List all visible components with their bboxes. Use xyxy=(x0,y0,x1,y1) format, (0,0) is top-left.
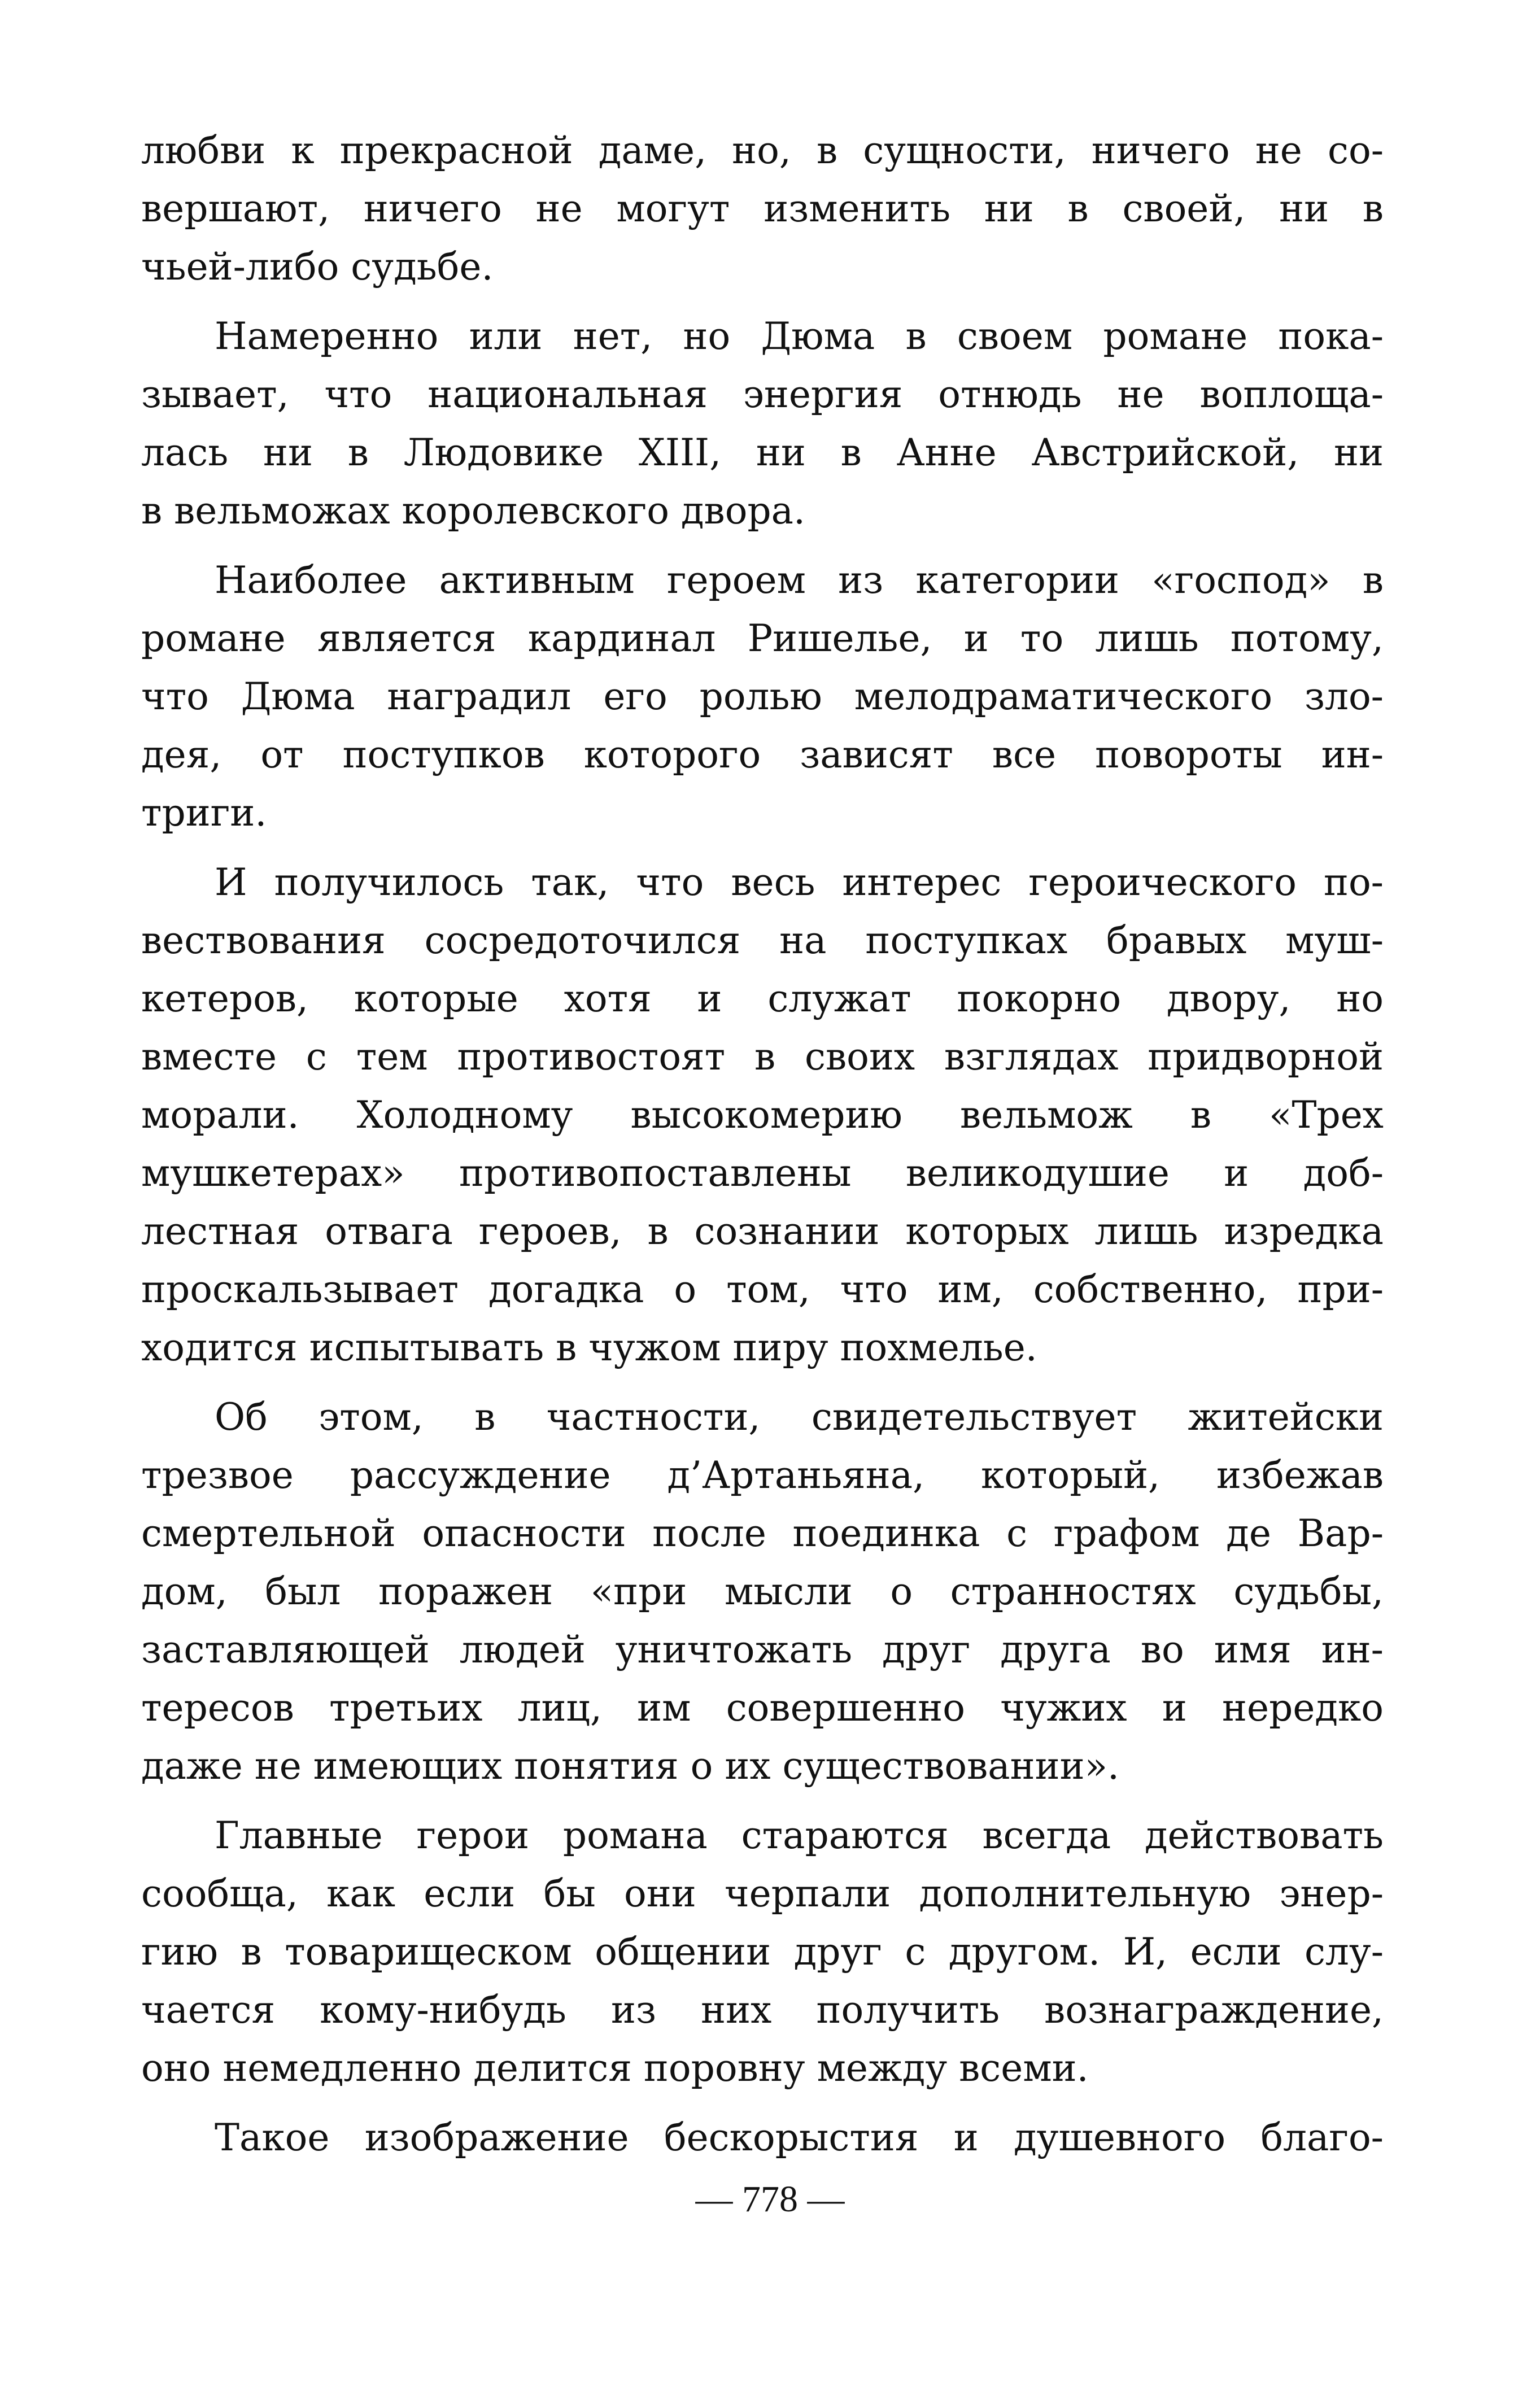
text-line: Наиболее активным героем из категории «господ» в xyxy=(215,558,1384,602)
text-line: трезвое рассуждение д’Артаньяна, который, избежав xyxy=(141,1453,1384,1497)
text-line: вершают, ничего не могут изменить ни в своей, ни в xyxy=(141,187,1384,230)
text-line: триги. xyxy=(141,791,267,835)
text-line: чьей-либо судьбе. xyxy=(141,245,494,289)
text-line: романе является кардинал Ришелье, и то лишь потому, xyxy=(141,617,1384,660)
text-line: Намеренно или нет, но Дюма в своем романе пока- xyxy=(215,315,1384,358)
text-line: что Дюма наградил его ролью мелодраматического зло- xyxy=(141,675,1384,718)
text-line: вествования сосредоточился на поступках бравых муш- xyxy=(141,919,1384,962)
text-line: морали. Холодному высокомерию вельмож в «Трех xyxy=(141,1093,1384,1137)
text-line: гию в товарищеском общении друг с другом. И, если слу- xyxy=(141,1930,1384,1974)
paragraph-3 xyxy=(141,551,1384,842)
text-line: заставляющей людей уничтожать друг друга во имя ин- xyxy=(141,1628,1384,1671)
book-page-body xyxy=(141,121,1384,2178)
text-line: лась ни в Людовике XIII, ни в Анне Австрийской, ни xyxy=(141,431,1384,474)
text-line: ходится испытывать в чужом пиру похмелье. xyxy=(141,1326,1037,1369)
text-line: Главные герои романа стараются всегда действовать xyxy=(215,1814,1384,1857)
text-line: в вельможах королевского двора. xyxy=(141,489,806,532)
paragraph-7 xyxy=(141,2109,1384,2167)
text-line: тересов третьих лиц, им совершенно чужих и нередко xyxy=(141,1686,1384,1730)
text-line: И получилось так, что весь интерес героического по- xyxy=(215,861,1384,904)
text-line: дея, от поступков которого зависят все повороты ин- xyxy=(141,733,1384,776)
text-line: вместе с тем противостоят в своих взглядах придворной xyxy=(141,1035,1384,1079)
paragraph-4 xyxy=(141,853,1384,1377)
text-line: Такое изображение бескорыстия и душевного благо- xyxy=(215,2116,1384,2159)
text-line: любви к прекрасной даме, но, в сущности, ничего не со- xyxy=(141,129,1384,172)
text-line: даже не имеющих понятия о их существовании». xyxy=(141,1744,1119,1788)
page-number: — 778 — xyxy=(695,2179,845,2220)
text-line: смертельной опасности после поединка с графом де Вар- xyxy=(141,1512,1384,1555)
text-line: чается кому-нибудь из них получить вознаграждение, xyxy=(141,1988,1384,2032)
text-line: оно немедленно делится поровну между всеми. xyxy=(141,2046,1089,2090)
text-line: лестная отвага героев, в сознании которых лишь изредка xyxy=(141,1210,1384,1253)
paragraph-5 xyxy=(141,1388,1384,1795)
text-line: дом, был поражен «при мысли о странностях судьбы, xyxy=(141,1570,1384,1613)
text-line: мушкетерах» противопоставлены великодушие и доб- xyxy=(141,1151,1384,1195)
text-line: Об этом, в частности, свидетельствует житейски xyxy=(215,1395,1384,1439)
paragraph-2 xyxy=(141,307,1384,540)
paragraph-6 xyxy=(141,1806,1384,2097)
paragraph-1 xyxy=(141,121,1384,296)
text-line: зывает, что национальная энергия отнюдь не воплоща- xyxy=(141,373,1384,416)
text-line: кетеров, которые хотя и служат покорно двору, но xyxy=(141,977,1384,1020)
text-line: сообща, как если бы они черпали дополнительную энер- xyxy=(141,1872,1384,1915)
text-line: проскальзывает догадка о том, что им, собственно, при- xyxy=(141,1268,1384,1311)
